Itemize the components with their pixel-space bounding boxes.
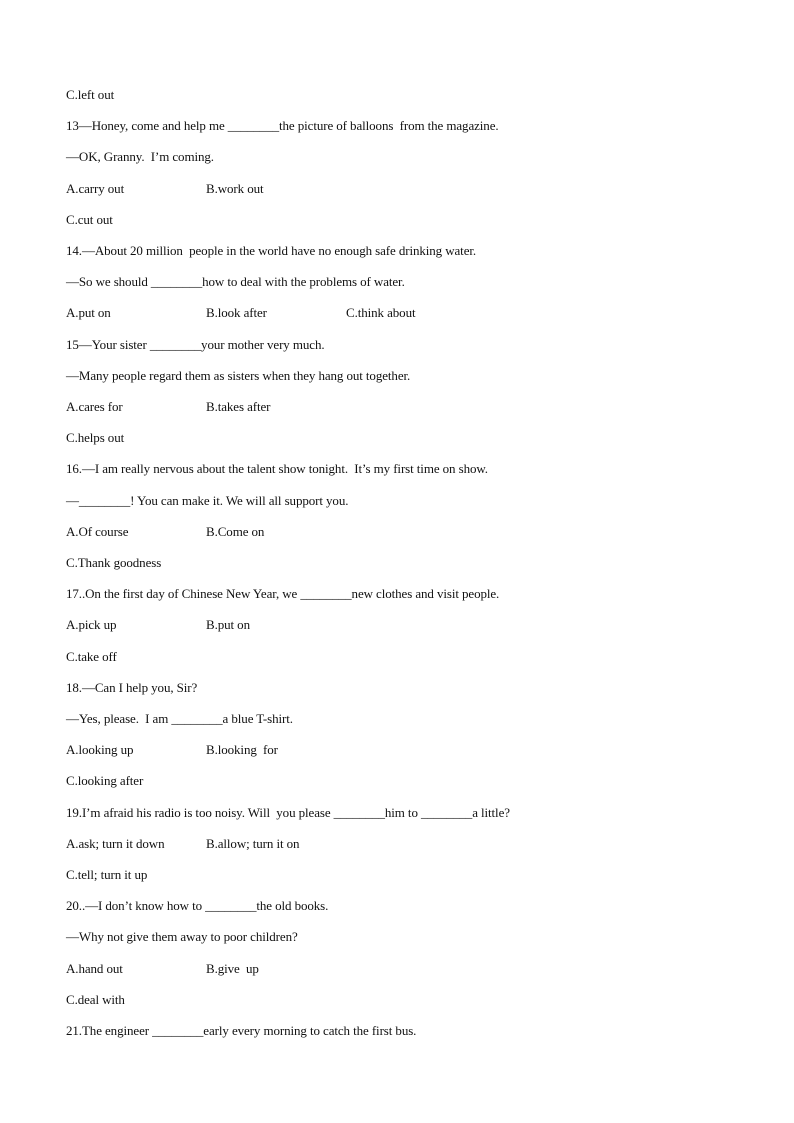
question-16: 16.—I am really nervous about the talent show tonight. It’s my first time on show. — [66, 461, 488, 476]
options-row — [66, 835, 300, 853]
option-a: A.carry out — [66, 181, 125, 196]
options-row — [66, 523, 265, 541]
option-c: C.helps out — [66, 430, 125, 445]
option-b: B.looking for — [206, 742, 278, 757]
option-a: A.put on — [66, 305, 111, 320]
option-a: A.looking up — [66, 742, 134, 757]
question-21: 21.The engineer ________early every morning to catch the first bus. — [66, 1023, 417, 1038]
question-17: 17..On the first day of Chinese New Year, we ________new clothes and visit people. — [66, 586, 500, 601]
dialogue-line: —So we should ________how to deal with the problems of water. — [66, 274, 405, 289]
option-a: A.ask; turn it down — [66, 836, 165, 851]
option-c: C.think about — [346, 305, 416, 320]
option-b: B.put on — [206, 617, 250, 632]
option-b: B.Come on — [206, 524, 265, 539]
dialogue-line: —Yes, please. I am ________a blue T-shirt. — [66, 711, 293, 726]
option-c: C.take off — [66, 649, 117, 664]
option-c: C.tell; turn it up — [66, 867, 148, 882]
option-b: B.work out — [206, 181, 264, 196]
question-13: 13—Honey, come and help me ________the picture of balloons from the magazine. — [66, 118, 499, 133]
options-row — [66, 741, 278, 759]
option-c: C.deal with — [66, 992, 125, 1007]
option-a: A.hand out — [66, 961, 123, 976]
option-a: A.cares for — [66, 399, 123, 414]
options-row — [66, 616, 250, 634]
question-19: 19.I’m afraid his radio is too noisy. Will you please ________him to ________a little? — [66, 805, 510, 820]
options-row — [66, 960, 259, 978]
option-c: C.cut out — [66, 212, 113, 227]
option-a: A.Of course — [66, 524, 129, 539]
options-row — [66, 398, 271, 416]
dialogue-line: —________! You can make it. We will all support you. — [66, 493, 349, 508]
question-20: 20..—I don’t know how to ________the old books. — [66, 898, 329, 913]
option-c: C.looking after — [66, 773, 144, 788]
question-15: 15—Your sister ________your mother very much. — [66, 337, 325, 352]
options-row — [66, 304, 416, 322]
question-14: 14.—About 20 million people in the world have no enough safe drinking water. — [66, 243, 477, 258]
dialogue-line: —OK, Granny. I’m coming. — [66, 149, 214, 164]
option-b: B.takes after — [206, 399, 271, 414]
options-row — [66, 180, 264, 198]
question-18: 18.—Can I help you, Sir? — [66, 680, 198, 695]
option-a: A.pick up — [66, 617, 117, 632]
option-c: C.Thank goodness — [66, 555, 162, 570]
option-b: B.give up — [206, 961, 259, 976]
option-b: B.look after — [206, 305, 267, 320]
option-line: C.left out — [66, 87, 115, 102]
dialogue-line: —Many people regard them as sisters when they hang out together. — [66, 368, 411, 383]
option-b: B.allow; turn it on — [206, 836, 300, 851]
dialogue-line: —Why not give them away to poor children? — [66, 929, 298, 944]
